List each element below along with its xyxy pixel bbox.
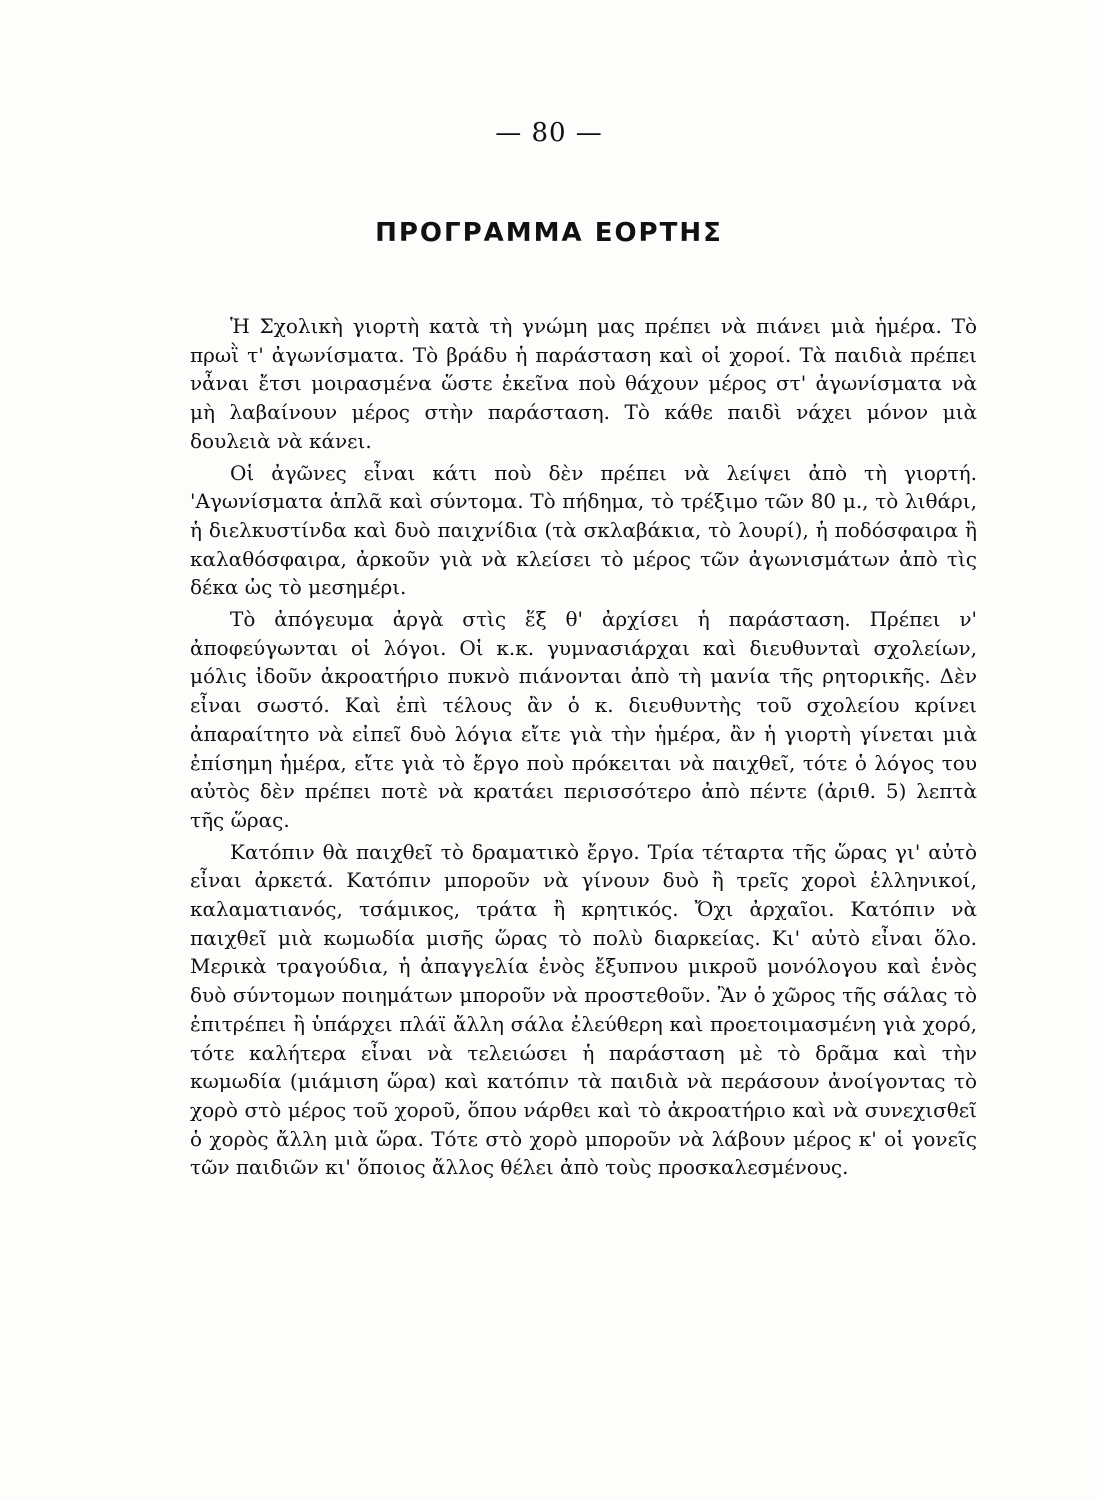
body-text (190, 312, 977, 1182)
page-title: ΠΡΟΓΡΑΜΜΑ ΕΟΡΤΗΣ (375, 218, 723, 248)
page-number: — 80 — (495, 118, 603, 148)
paragraph: Τὸ ἀπόγευμα ἀργὰ στὶς ἕξ θ' ἀρχίσει ἡ παράσταση. Πρέπει ν' ἀποφεύγωνται οἱ λόγοι. Οἱ κ.κ. γυμνασιάρχαι καὶ διευθυνταὶ σχολείων, μόλις ἰδοῦν ἀκροατήριο πυκνὸ πιάνονται ἀπὸ τὴ μανία τῆς ρητορικῆς. Δὲν εἶναι σωστό. Καὶ ἐπὶ τέλους ἂν ὁ κ. διευθυντὴς τοῦ σχολείου κρίνει ἀπαραίτητο νὰ εἰπεῖ δυὸ λόγια εἴτε γιὰ τὴν ἡμέρα, ἂν ἡ γιορτὴ γίνεται μιὰ ἐπίσημη ἡμέρα, εἴτε γιὰ τὸ ἔργο ποὺ πρόκειται νὰ παιχθεῖ, τότε ὁ λόγος του αὐτὸς δὲν πρέπει ποτὲ νὰ κρατάει περισσότερο ἀπὸ πέντε (ἀριθ. 5) λεπτὰ τῆς ὥρας. (190, 607, 977, 832)
paragraph: Κατόπιν θὰ παιχθεῖ τὸ δραματικὸ ἔργο. Τρία τέταρτα τῆς ὥρας γι' αὐτὸ εἶναι ἀρκετά. Κατόπιν μποροῦν νὰ γίνουν δυὸ ἢ τρεῖς χοροὶ ἑλληνικοί, καλαματιανός, τσάμικος, τράτα ἢ κρητικός. Ὄχι ἀρχαῖοι. Κατόπιν νὰ παιχθεῖ μιὰ κωμωδία μισῆς ὥρας τὸ πολὺ διαρκείας. Κι' αὐτὸ εἶναι ὅλο. Μερικὰ τραγούδια, ἡ ἀπαγγελία ἑνὸς ἔξυπνου μικροῦ μονόλογου καὶ ἑνὸς δυὸ σύντομων ποιημάτων μποροῦν νὰ προστεθοῦν. Ἂν ὁ χῶρος τῆς σάλας τὸ ἐπιτρέπει ἢ ὑπάρχει πλάϊ ἄλλη σάλα ἐλεύθερη καὶ προετοιμασμένη γιὰ χορό, τότε καλήτερα εἶναι νὰ τελειώσει ἡ παράσταση μὲ τὸ δρᾶμα καὶ τὴν κωμωδία (μιάμιση ὥρα) καὶ κατόπιν τὰ παιδιὰ νὰ περάσουν ἀνοίγοντας τὸ χορὸ στὸ μέρος τοῦ χοροῦ, ὅπου νάρθει καὶ τὸ ἀκροατήριο καὶ νὰ συνεχισθεῖ ὁ χορὸς ἄλλη μιὰ ὥρα. Τότε στὸ χορὸ μποροῦν νὰ λάβουν μέρος κ' οἱ γονεῖς τῶν παιδιῶν κι' ὅποιος ἄλλος θέλει ἀπὸ τοὺς προσκαλεσμένους. (190, 839, 977, 1180)
paragraph: Ἡ Σχολικὴ γιορτὴ κατὰ τὴ γνώμη μας πρέπει νὰ πιάνει μιὰ ἡμέρα. Τὸ πρωῒ τ' ἀγωνίσματα. Τὸ βράδυ ἡ παράσταση καὶ οἱ χοροί. Τὰ παιδιὰ πρέπει νἆναι ἔτσι μοιρασμένα ὥστε ἐκεῖνα ποὺ θάχουν μέρος στ' ἀγωνίσματα νὰ μὴ λαβαίνουν μέρος στὴν παράσταση. Τὸ κάθε παιδὶ νάχει μόνον μιὰ δουλειὰ νὰ κάνει. (190, 314, 977, 453)
paragraph: Οἱ ἀγῶνες εἶναι κάτι ποὺ δὲν πρέπει νὰ λείψει ἀπὸ τὴ γιορτή. 'Αγωνίσματα ἁπλᾶ καὶ σύντομα. Τὸ πήδημα, τὸ τρέξιμο τῶν 80 μ., τὸ λιθάρι, ἡ διελκυστίνδα καὶ δυὸ παιχνίδια (τὰ σκλαβάκια, τὸ λουρί), ἡ ποδόσφαιρα ἢ καλαθόσφαιρα, ἀρκοῦν γιὰ νὰ κλείσει τὸ μέρος τῶν ἀγωνισμάτων ἀπὸ τὶς δέκα ὡς τὸ μεσημέρι. (190, 460, 977, 600)
